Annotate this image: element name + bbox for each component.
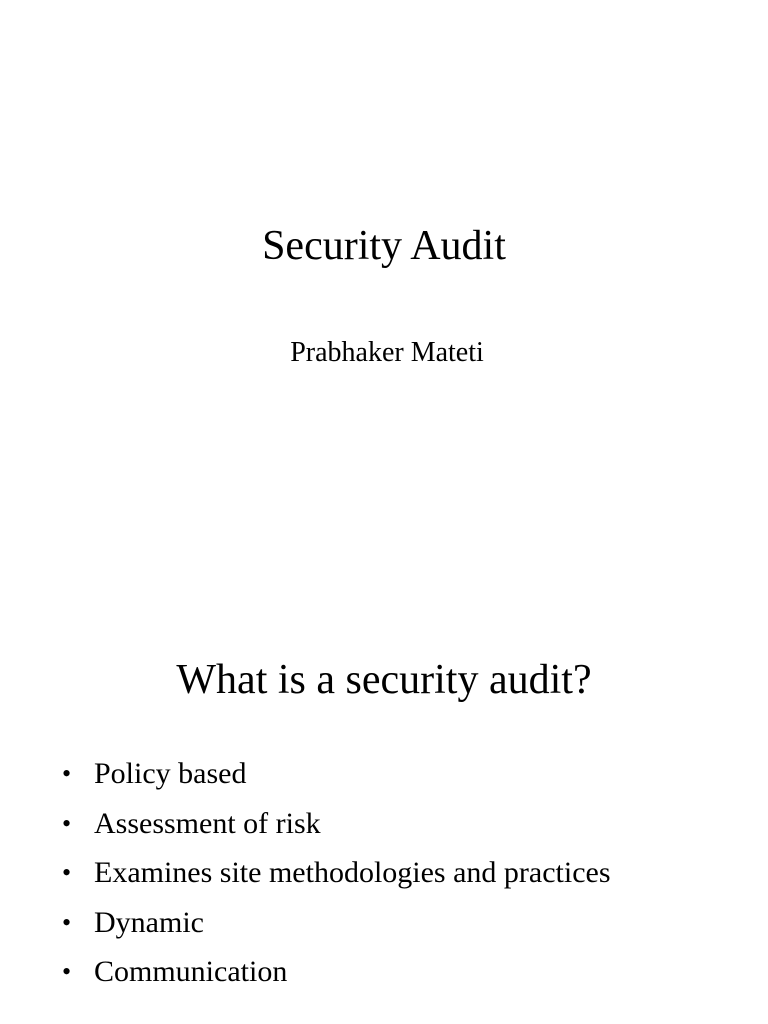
bullet-icon: •: [62, 858, 72, 887]
list-item: [62, 799, 611, 849]
author-name: Prabhaker Mateti: [290, 337, 484, 368]
bullet-text: Assessment of risk: [94, 806, 321, 840]
list-item: [62, 749, 611, 799]
list-item: [62, 947, 611, 997]
bullet-icon: •: [62, 957, 72, 986]
bullet-text: Communication: [94, 955, 288, 988]
bullet-icon: •: [62, 907, 72, 937]
bullet-list: [62, 749, 611, 997]
list-item: [62, 898, 611, 948]
slide-title: What is a security audit?: [176, 657, 592, 703]
bullet-text: Examines site methodologies and practices: [94, 856, 611, 889]
bullet-text: Dynamic: [94, 905, 204, 939]
list-item: [62, 848, 611, 898]
bullet-icon: •: [62, 808, 72, 838]
bullet-text: Policy based: [94, 757, 247, 790]
bullet-icon: •: [62, 759, 72, 788]
presentation-title: Security Audit: [262, 223, 506, 269]
content-slide: [0, 512, 768, 1024]
